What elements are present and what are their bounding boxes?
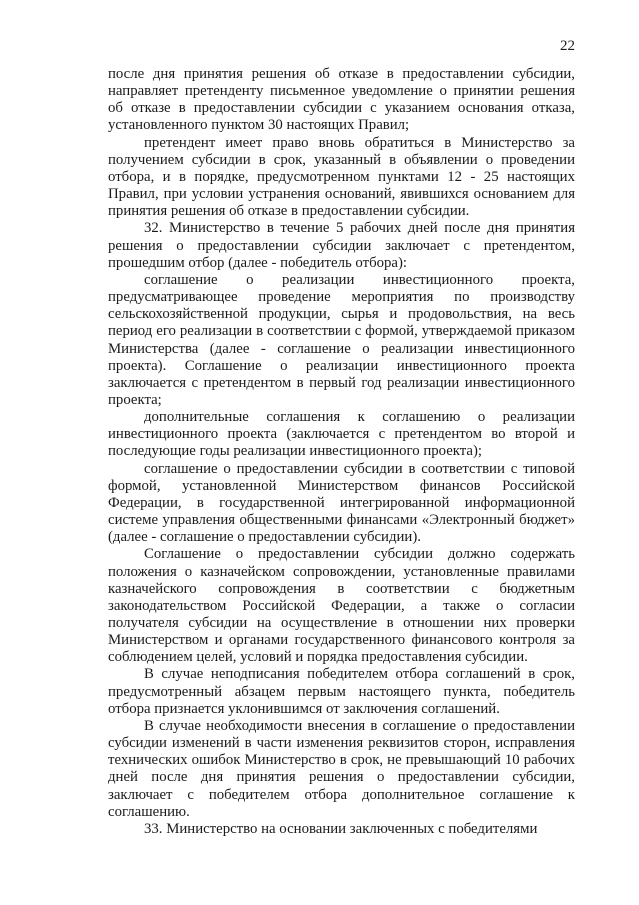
paragraph: соглашение о предоставлении субсидии в соответствии с типовой формой, установленной Министерством финансов Российской Федерации, в государственной интегрированной информационной системе управления общественными финансами «Электронный бюджет» (далее - соглашение о предоставлении субсидии). xyxy=(108,460,575,546)
paragraph-continuation: после дня принятия решения об отказе в предоставлении субсидии, направляет претенденту письменное уведомление о принятии решения об отказе в предоставлении субсидии с указанием основания отказа, установленного пунктом 30 настоящих Правил; xyxy=(108,66,575,134)
paragraph-clause-32: 32. Министерство в течение 5 рабочих дней после дня принятия решения о предоставлении субсидии заключает с претендентом, прошедшим отбор (далее - победитель отбора): xyxy=(108,220,575,271)
paragraph: Соглашение о предоставлении субсидии должно содержать положения о казначейском сопровождении, установленные правилами казначейского сопровождения в соответствии с бюджетным законодательством Российской Федерации, а также о согласии получателя субсидии на осуществление в отношении них проверки Министерством и органами государственного финансового контроля за соблюдением целей, условий и порядка предоставления субсидии. xyxy=(108,546,575,666)
body-text xyxy=(108,66,575,838)
paragraph: соглашение о реализации инвестиционного проекта, предусматривающее проведение мероприятия по производству сельскохозяйственной продукции, сырья и продовольствия, на весь период его реализации в соответствии с формой, утверждаемой приказом Министерства (далее - соглашение о реализации инвестиционного проекта). Соглашение о реализации инвестиционного проекта заключается с претендентом в первый год реализации инвестиционного проекта; xyxy=(108,271,575,408)
paragraph: претендент имеет право вновь обратиться в Министерство за получением субсидии в срок, указанный в объявлении о проведении отбора, и в порядке, предусмотренном пунктами 12 - 25 настоящих Правил, при условии устранения оснований, явившихся основанием для принятия решения об отказе в предоставлении субсидии. xyxy=(108,134,575,220)
paragraph: дополнительные соглашения к соглашению о реализации инвестиционного проекта (заключается с претендентом во второй и последующие годы реализации инвестиционного проекта); xyxy=(108,409,575,460)
paragraph-clause-33: 33. Министерство на основании заключенных с победителями xyxy=(144,820,538,837)
paragraph: В случае неподписания победителем отбора соглашений в срок, предусмотренный абзацем первым настоящего пункта, победитель отбора признается уклонившимся от заключения соглашений. xyxy=(108,666,575,717)
page-number: 22 xyxy=(560,38,575,54)
paragraph: В случае необходимости внесения в соглашение о предоставлении субсидии изменений в части изменения реквизитов сторон, исправления технических ошибок Министерство в срок, не превышающий 10 рабочих дней после дня принятия решения о предоставлении субсидии, заключает с победителем отбора дополнительное соглашение к соглашению. xyxy=(108,717,575,820)
